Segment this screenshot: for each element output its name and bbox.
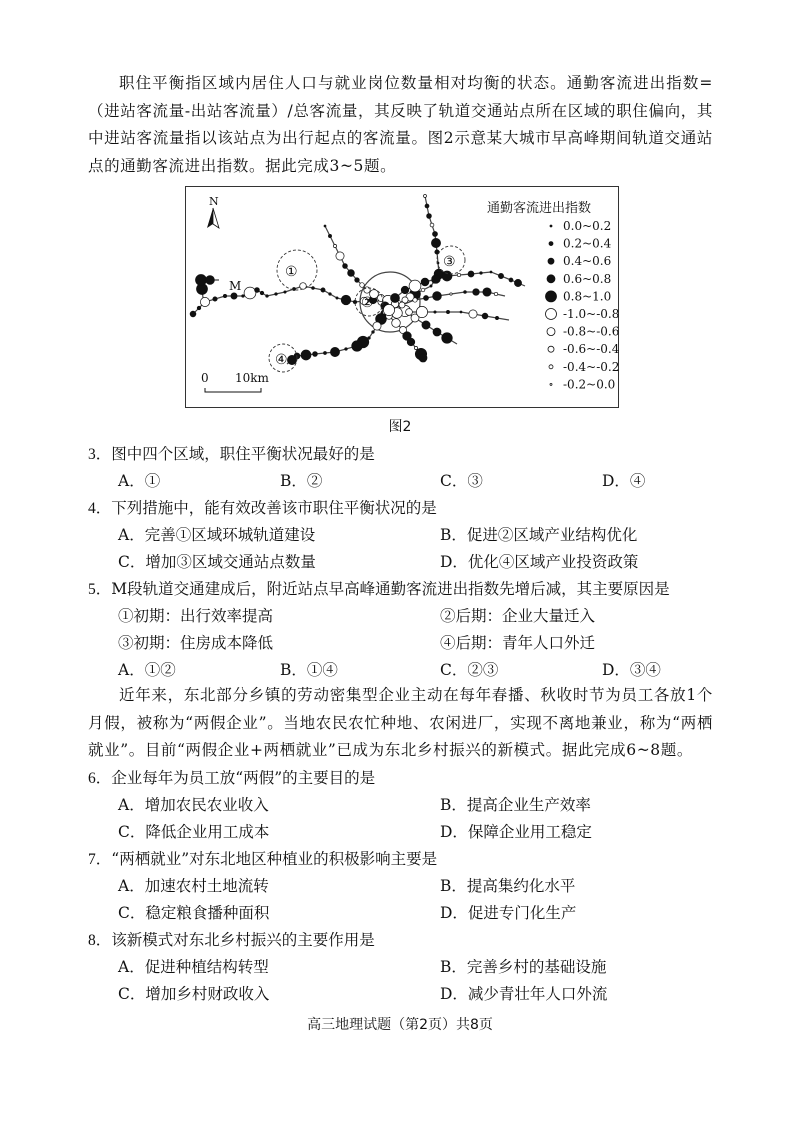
station-marker <box>409 280 421 292</box>
station-marker <box>425 204 429 208</box>
station-marker <box>434 311 436 313</box>
station-marker <box>392 319 401 328</box>
legend-symbol <box>549 242 553 246</box>
station-marker <box>480 272 483 275</box>
question-8-stem: 该新模式对东北乡村振兴的主要作用是 <box>111 931 375 949</box>
station-marker <box>266 295 269 298</box>
station-marker <box>275 293 278 296</box>
station-marker <box>416 306 427 317</box>
q4-option-a: A．完善①区域环城轨道建设 <box>118 526 316 544</box>
legend-title: 通勤客流进出指数 <box>487 201 592 216</box>
legend-symbol <box>548 346 554 352</box>
legend-symbol <box>546 309 557 320</box>
station-marker <box>427 214 432 219</box>
question-7-stem: “两栖就业”对东北地区种植业的积极影响主要是 <box>111 850 438 868</box>
station-marker <box>442 271 452 281</box>
intro-paragraph-2: 近年来，东北部分乡镇的劳动密集型企业主动在每年春播、秋收时节为员工各放1个月假，被称为“两假企业”。当地农民农忙种地、农闲进厂，实现不离地兼业，称为“两栖就业”。目前“两假企业+两栖就业”已成为东北乡村振兴的新模式。据此完成6~8题。 <box>88 686 713 759</box>
q8-option-a: A．促进种植结构转型 <box>118 958 269 976</box>
legend-symbol <box>549 365 553 369</box>
station-marker <box>330 347 339 356</box>
station-marker <box>206 276 215 285</box>
station-marker <box>341 295 351 305</box>
station-marker <box>433 232 438 237</box>
legend-symbol <box>547 328 555 336</box>
station-marker <box>490 271 492 273</box>
station-marker <box>514 279 521 286</box>
legend-label: -1.0~-0.8 <box>563 307 619 321</box>
q5-option-c: C．②③ <box>440 661 499 679</box>
station-marker <box>430 285 432 287</box>
station-marker <box>324 352 327 355</box>
legend-symbol <box>548 258 554 264</box>
station-marker <box>328 234 331 237</box>
station-marker <box>321 288 325 292</box>
q7-option-a: A．加速农村土地流转 <box>118 877 269 895</box>
q3-option-c: C．③ <box>440 472 483 490</box>
station-marker <box>244 287 256 299</box>
station-marker <box>424 296 429 301</box>
station-marker <box>313 352 318 357</box>
station-marker <box>260 291 264 295</box>
station-marker <box>482 313 488 319</box>
question-6-number: 6． <box>88 770 112 787</box>
question-6 <box>88 767 375 790</box>
legend-label: -0.6~-0.4 <box>563 342 619 357</box>
station-marker <box>287 355 296 364</box>
station-marker <box>401 286 409 294</box>
station-marker <box>464 291 467 294</box>
q4-option-c: C．增加③区域交通站点数量 <box>118 553 316 571</box>
station-marker <box>498 273 503 278</box>
station-marker <box>255 288 260 293</box>
station-marker <box>406 309 413 316</box>
station-marker <box>231 293 237 299</box>
q3-option-d: D．④ <box>602 472 646 490</box>
station-marker <box>414 346 417 349</box>
station-marker <box>442 333 453 344</box>
station-marker <box>391 294 400 303</box>
question-5-stem: M段轨道交通建成后，附近站点早高峰通勤客流进出指数先增后减，其主要原因是 <box>111 580 670 598</box>
station-marker <box>343 264 348 269</box>
station-marker <box>348 270 355 277</box>
station-marker <box>355 278 360 283</box>
legend-label: -0.8~-0.6 <box>563 324 619 339</box>
region-label-1: ① <box>285 264 298 280</box>
station-marker <box>301 350 311 360</box>
legend-label: -0.4~-0.2 <box>563 359 619 374</box>
q5-option-a: A．①② <box>118 661 176 679</box>
q5-statement-2: ②后期：企业大量迁入 <box>440 607 596 625</box>
station-marker <box>422 321 430 329</box>
legend-label: 0.2~0.4 <box>563 236 612 251</box>
q4-option-d: D．优化④区域产业投资政策 <box>440 553 639 571</box>
q6-option-d: D．保障企业用工稳定 <box>440 823 592 841</box>
station-marker <box>223 294 226 297</box>
region-label-3: ③ <box>443 254 456 270</box>
station-marker <box>399 302 405 308</box>
station-marker <box>413 298 417 302</box>
station-marker <box>421 278 429 286</box>
station-marker <box>336 297 338 299</box>
legend-symbol <box>550 383 552 385</box>
q5-option-d: D．③④ <box>602 661 661 679</box>
station-marker <box>284 291 286 293</box>
station-marker <box>421 288 425 292</box>
north-label: N <box>209 195 219 208</box>
station-marker <box>431 238 440 247</box>
question-4-number: 4． <box>88 500 112 517</box>
station-marker <box>424 195 427 198</box>
station-marker <box>495 316 498 319</box>
legend-label: 0.8~1.0 <box>563 289 612 304</box>
q5-option-b: B．①④ <box>280 661 338 679</box>
scale-zero: 0 <box>201 371 209 385</box>
station-marker <box>450 293 452 295</box>
metro-map-figure <box>185 186 619 408</box>
station-marker <box>430 223 434 227</box>
question-4-stem: 下列措施中，能有效改善该市职住平衡状况的是 <box>111 499 437 517</box>
question-3-stem: 图中四个区域，职住平衡状况最好的是 <box>111 445 375 463</box>
legend-symbol <box>550 225 552 227</box>
station-marker <box>433 328 441 336</box>
region-label-2: ② <box>361 295 374 311</box>
q6-option-a: A．增加农民农业收入 <box>118 796 269 814</box>
q7-option-d: D．促进专门化生产 <box>440 904 577 922</box>
station-marker <box>469 310 477 318</box>
question-6-stem: 企业每年为员工放“两假”的主要目的是 <box>111 769 376 787</box>
q5-statement-1: ①初期：出行效率提高 <box>118 607 274 625</box>
q4-option-b: B．促进②区域产业结构优化 <box>440 526 638 544</box>
station-marker <box>373 322 381 330</box>
station-marker <box>190 311 196 317</box>
station-marker <box>336 252 344 260</box>
question-5-number: 5． <box>88 581 112 598</box>
page-footer: 高三地理试题（第2页）共8页 <box>307 1017 493 1033</box>
station-marker <box>242 295 245 298</box>
station-marker <box>383 304 394 315</box>
station-marker <box>483 288 491 296</box>
scale-length: 10km <box>235 371 269 385</box>
question-8 <box>88 929 375 952</box>
question-4 <box>88 497 437 520</box>
q8-option-c: C．增加乡村财政收入 <box>118 985 270 1003</box>
question-5 <box>88 578 670 601</box>
legend-label: 0.4~0.6 <box>563 254 612 269</box>
station-marker <box>329 293 332 296</box>
q6-option-c: C．降低企业用工成本 <box>118 823 270 841</box>
q3-option-a: A．① <box>118 472 161 490</box>
station-marker <box>197 306 201 310</box>
legend-label: 0.6~0.8 <box>563 271 612 286</box>
legend-label: 0.0~0.2 <box>563 219 612 233</box>
station-marker <box>460 311 462 313</box>
region-label-4: ④ <box>275 352 288 368</box>
station-marker <box>200 297 209 306</box>
q8-option-b: B．完善乡村的基础设施 <box>440 958 607 976</box>
station-marker <box>352 341 363 352</box>
legend-symbol <box>546 291 557 302</box>
q3-option-b: B．② <box>280 472 323 490</box>
legend-label: -0.2~0.0 <box>563 377 616 392</box>
station-marker <box>196 275 207 286</box>
segment-m-label: M <box>229 279 242 293</box>
station-marker <box>372 331 375 334</box>
q5-statement-3: ③初期：住房成本降低 <box>118 634 274 652</box>
q8-option-d: D．减少青壮年人口外流 <box>440 985 608 1003</box>
question-7-number: 7． <box>88 851 112 868</box>
intro-paragraph-1: 职住平衡指区域内居住人口与就业岗位数量相对均衡的状态。通勤客流进出指数=（进站客流量-出站客流量）/总客流量，其反映了轨道交通站点所在区域的职住偏向，其中进站客流量指以该站点为出行起点的客流量。图2示意某大城市早高峰期间轨道交通站点的通勤客流进出指数。据此完成3~5题。 <box>88 74 713 175</box>
station-marker <box>446 310 449 313</box>
station-marker <box>457 273 460 276</box>
q7-option-c: C．稳定粮食播种面积 <box>118 904 270 922</box>
q7-option-b: B．提高集约化水平 <box>440 877 576 895</box>
station-marker <box>468 271 474 277</box>
q6-option-b: B．提高企业生产效率 <box>440 796 591 814</box>
station-marker <box>473 289 480 296</box>
station-marker <box>312 287 315 290</box>
station-marker <box>345 348 348 351</box>
station-marker <box>324 225 326 227</box>
question-3-number: 3． <box>88 446 112 463</box>
station-marker <box>213 297 217 301</box>
station-marker <box>333 244 336 247</box>
figure-caption: 图2 <box>388 419 412 435</box>
station-marker <box>433 292 442 301</box>
station-marker <box>509 278 513 282</box>
legend-symbol <box>547 275 555 283</box>
station-marker <box>419 354 427 362</box>
station-marker <box>432 275 441 284</box>
question-3 <box>88 443 375 466</box>
station-marker <box>494 292 497 295</box>
question-8-number: 8． <box>88 932 112 949</box>
station-marker <box>360 283 365 288</box>
question-7 <box>88 848 437 871</box>
station-marker <box>293 288 296 291</box>
station-marker <box>407 338 415 346</box>
q5-statement-4: ④后期：青年人口外迁 <box>440 634 596 652</box>
